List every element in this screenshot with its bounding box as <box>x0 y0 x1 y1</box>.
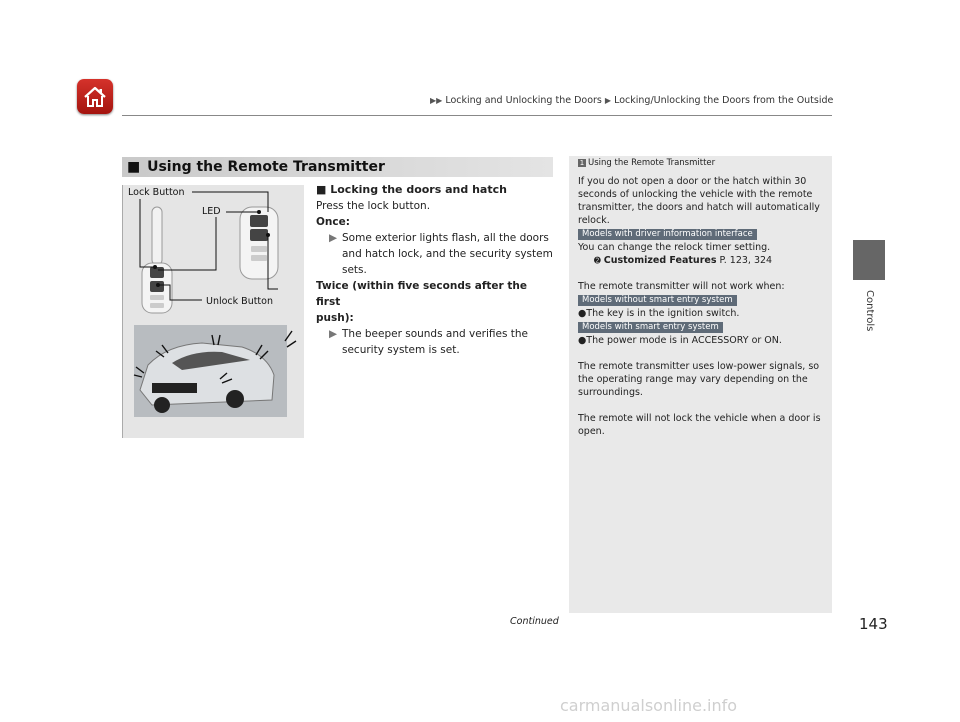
remote-figure-illustration <box>122 185 303 438</box>
page-number: 143 <box>859 615 888 633</box>
twice-description: ▶ The beeper sounds and verifies the security system is set. <box>329 328 529 356</box>
intro-text: Press the lock button. <box>316 200 431 212</box>
main-content <box>316 182 554 358</box>
chapter-tab[interactable] <box>853 290 885 370</box>
reference-pages: P. 123, 324 <box>716 255 773 266</box>
cross-reference[interactable] <box>578 254 826 267</box>
section-heading <box>122 157 553 177</box>
once-label: Once: <box>316 216 350 228</box>
bullet-item: ●The power mode is in ACCESSORY or ON. <box>578 335 782 346</box>
subheading: ■ Locking the doors and hatch <box>316 183 507 196</box>
section-heading-text: Using the Remote Transmitter <box>147 159 385 175</box>
reference-link[interactable]: Customized Features <box>603 255 717 266</box>
bullet-icon: ● <box>578 308 587 319</box>
model-tag: Models with driver information interface <box>578 229 757 240</box>
sidebar-title: 1 Using the Remote Transmitter <box>579 158 716 168</box>
home-button[interactable] <box>77 79 113 114</box>
led-label: LED <box>202 206 221 217</box>
lock-button-label: Lock Button <box>128 187 185 198</box>
bullet-icon: ● <box>578 335 587 346</box>
continued-label: Continued <box>510 616 559 627</box>
once-description: ▶ Some exterior lights flash, all the doors and hatch lock, and the security system sets. <box>329 232 553 276</box>
section-marker-icon: ■ <box>127 159 141 175</box>
watermark: carmanualsonline.info <box>560 696 738 715</box>
chapter-tab-marker[interactable] <box>853 240 885 280</box>
model-tag: Models without smart entry system <box>578 295 737 306</box>
breadcrumb-item[interactable]: Locking/Unlocking the Doors from the Outside <box>614 95 834 106</box>
note-icon: 1 <box>579 159 585 167</box>
home-icon <box>82 84 108 109</box>
breadcrumb-arrow-icon: ▶ <box>604 96 612 105</box>
reference-arrow-icon: ➋ <box>594 256 601 265</box>
chapter-tab-label: Controls <box>864 290 875 332</box>
chevron-right-icon: ▶ <box>329 232 338 244</box>
sidebar-text: If you do not open a door or the hatch within 30 seconds of unlocking the vehicle with the remote transmitter, the doors and hatch will automatically relock. Models with driver information interface You can change the relock timer setting. ➋ Customized Features P. 123, 324 The remote transmitter will not work when: Models without smart entry system ●The key is in the ignition switch. Models with smart entry system ●The power mode is in ACCESSORY or ON. The remote transmitter uses low-power signals, so the operating range may vary depending on the surroundings. The remote will not lock the vehicle when a door is open. <box>578 175 826 438</box>
breadcrumb-item[interactable]: Locking and Unlocking the Doors <box>445 95 602 106</box>
breadcrumb-arrow-icon: ▶▶ <box>430 96 443 105</box>
header-rule <box>122 115 832 116</box>
model-tag: Models with smart entry system <box>578 322 723 333</box>
breadcrumb <box>430 95 833 106</box>
chevron-right-icon: ▶ <box>329 328 338 340</box>
twice-label: Twice (within five seconds after the first push): <box>316 280 527 324</box>
bullet-item: ●The key is in the ignition switch. <box>578 308 740 319</box>
unlock-button-label: Unlock Button <box>206 296 273 307</box>
